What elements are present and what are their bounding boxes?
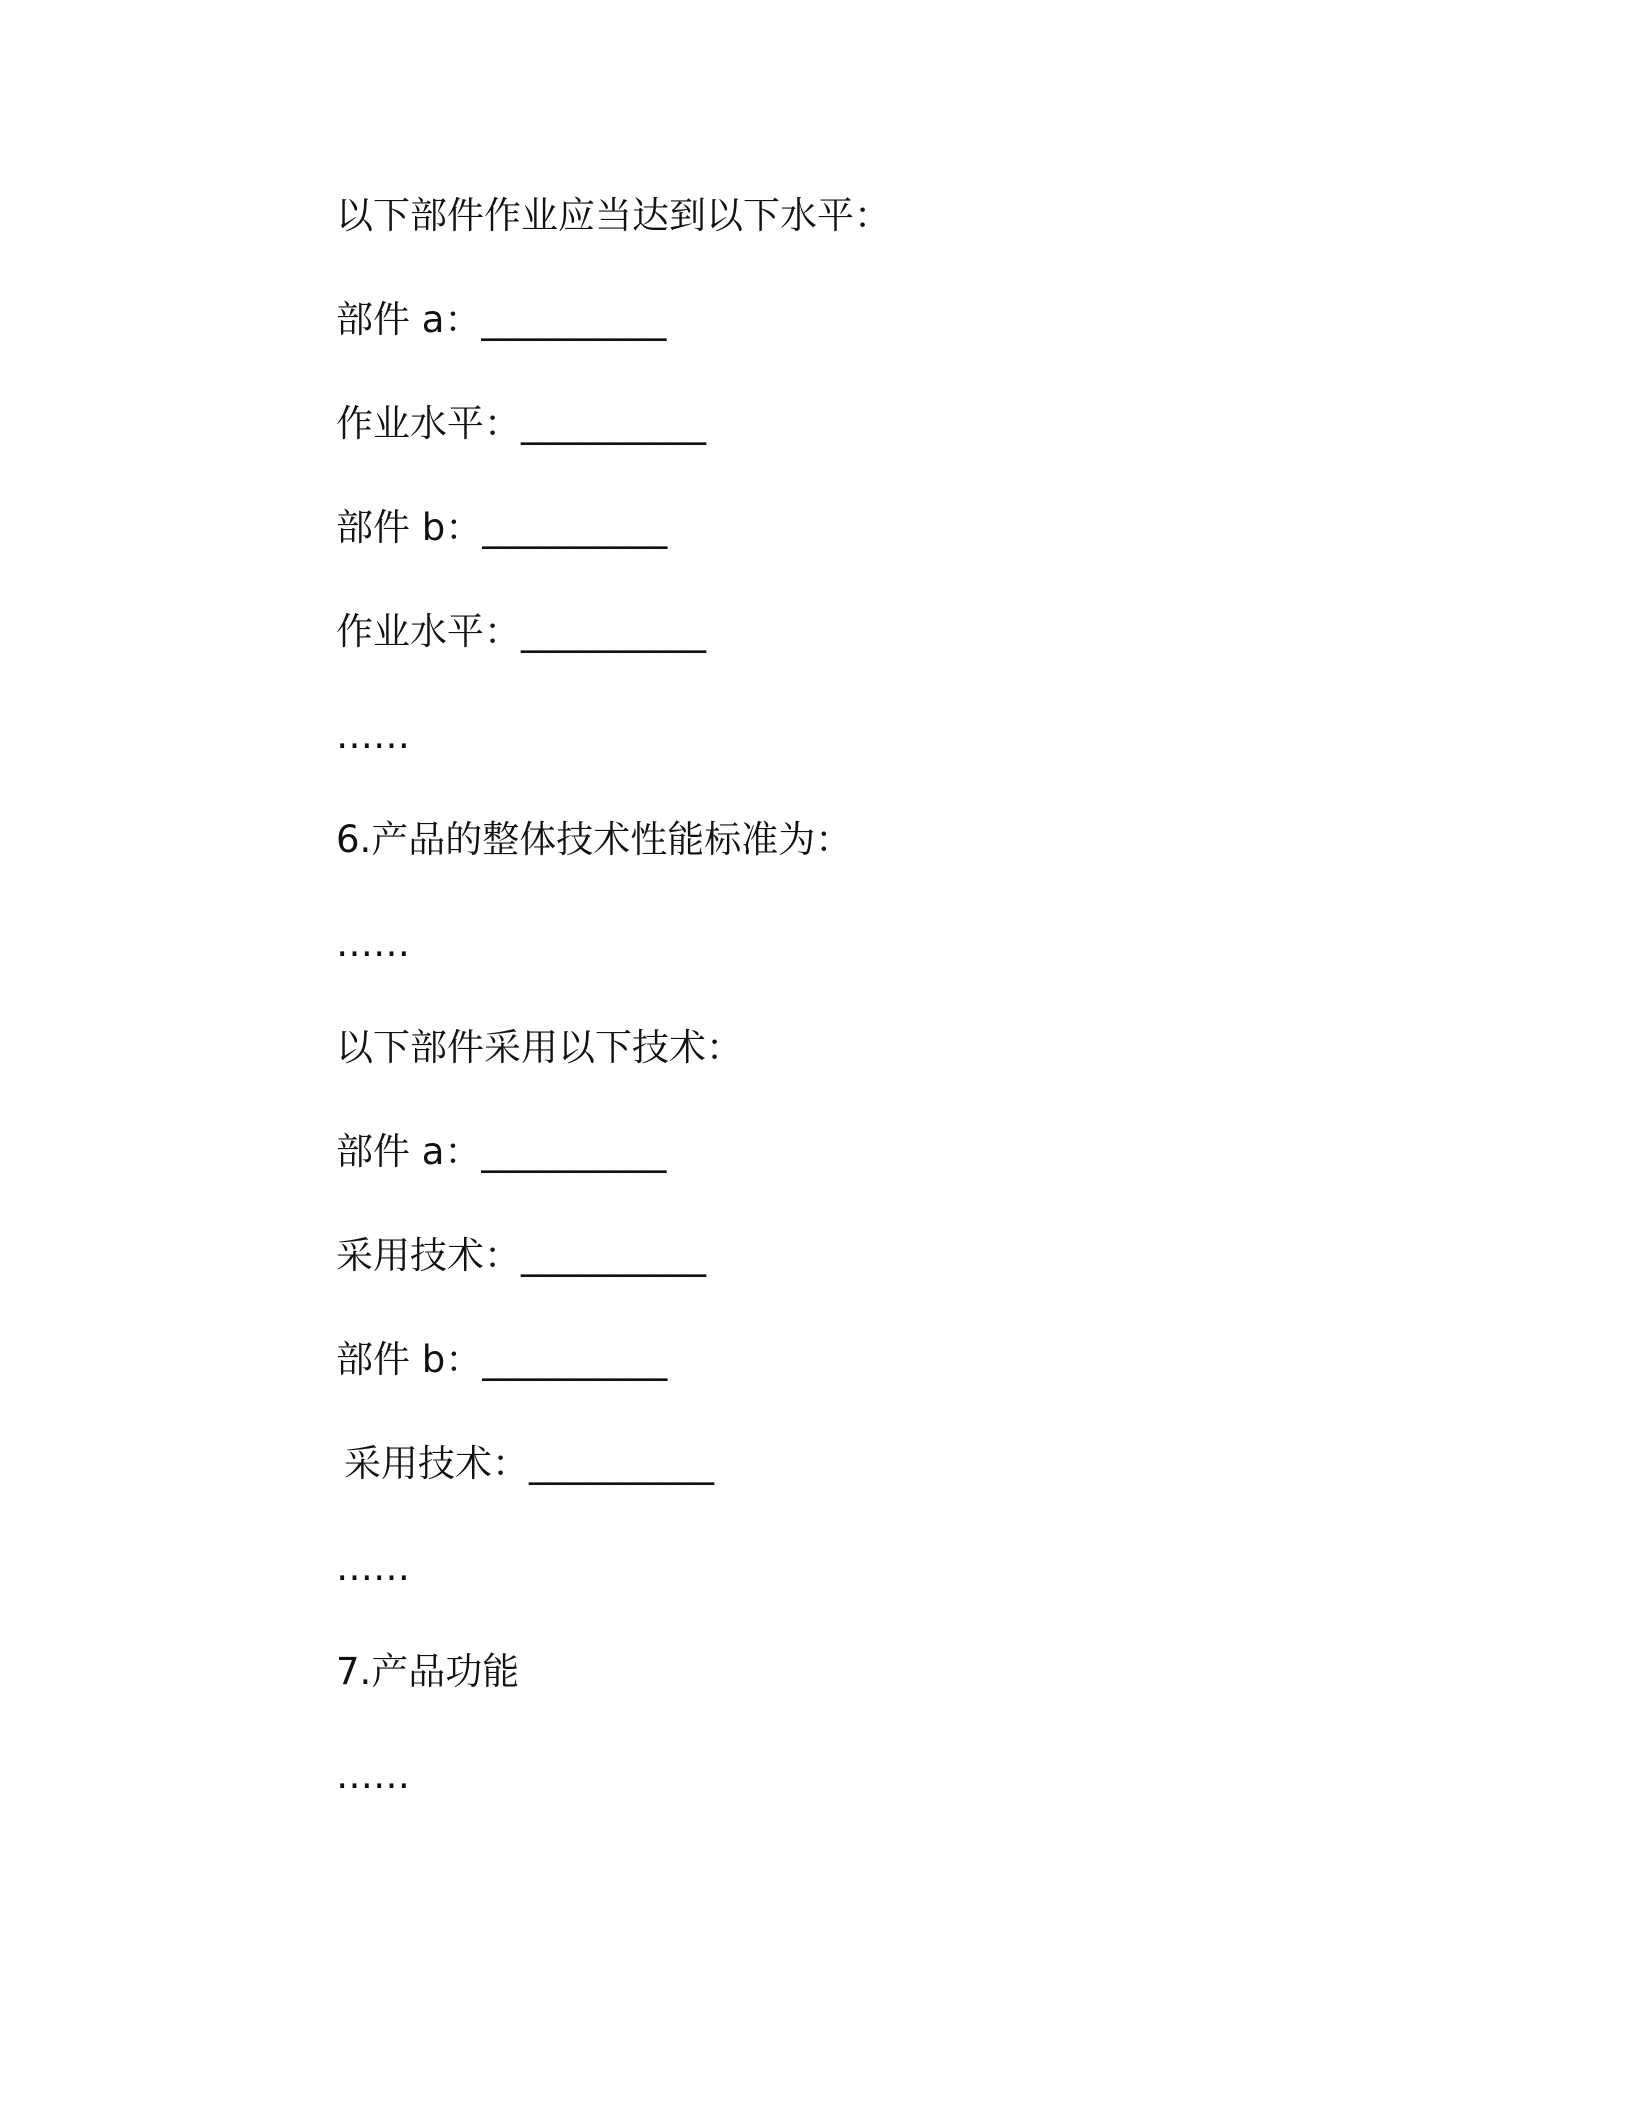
field-operation-level-b: 作业水平：__________: [336, 610, 706, 653]
field-component-a: 部件 a：__________: [336, 298, 667, 341]
paragraph-component-levels-intro: 以下部件作业应当达到以下水平：: [336, 194, 891, 237]
field-component-b-tech: 部件 b：__________: [336, 1338, 668, 1381]
field-component-b: 部件 b：__________: [336, 506, 668, 549]
ellipsis-1: ……: [336, 714, 410, 757]
paragraph-component-tech-intro: 以下部件采用以下技术：: [336, 1026, 743, 1069]
field-component-a-tech: 部件 a：__________: [336, 1130, 667, 1173]
section-heading-6: 6.产品的整体技术性能标准为：: [336, 818, 853, 861]
field-technology-b: 采用技术：__________: [344, 1442, 714, 1485]
ellipsis-2: ……: [336, 922, 410, 965]
field-technology-a: 采用技术：__________: [336, 1234, 706, 1277]
field-operation-level-a: 作业水平：__________: [336, 402, 706, 445]
section-heading-7: 7.产品功能: [336, 1650, 520, 1693]
ellipsis-4: ……: [336, 1754, 410, 1797]
ellipsis-3: ……: [336, 1546, 410, 1589]
